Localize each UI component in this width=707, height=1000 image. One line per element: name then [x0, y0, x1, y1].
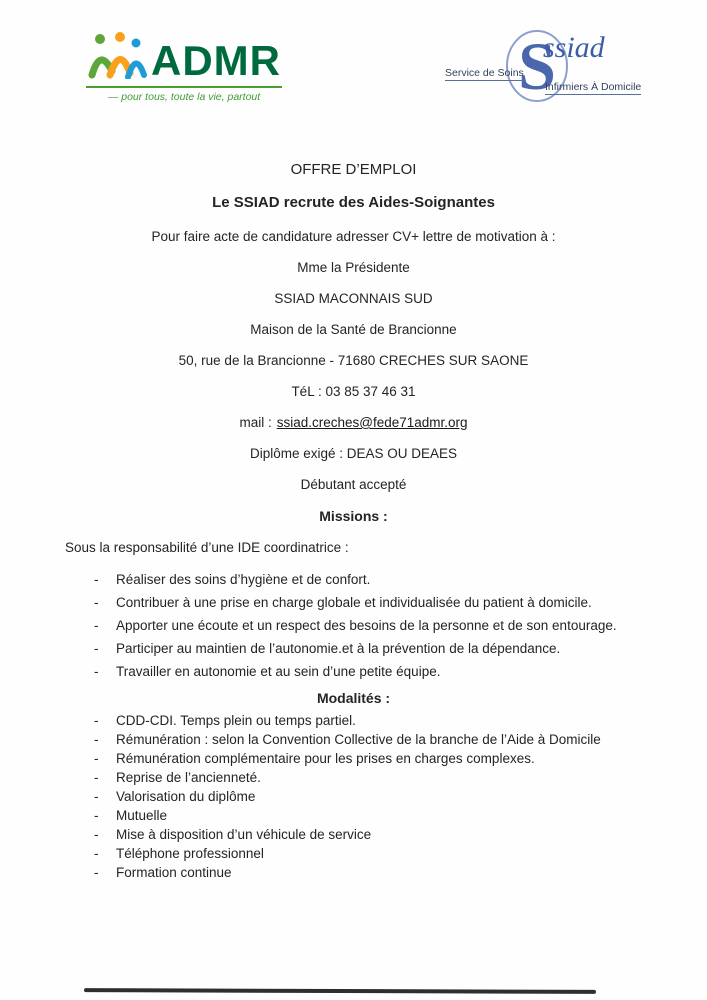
mission-item: - Réaliser des soins d’hygiène et de confort.	[92, 568, 707, 591]
admr-people-icon	[86, 31, 148, 79]
admr-logo-text: ADMR	[151, 37, 281, 85]
logo-header	[0, 25, 707, 125]
document-title: OFFRE D’EMPLOI	[290, 161, 417, 178]
contact-line: TéL : 03 85 37 46 31	[291, 384, 416, 399]
missions-list	[92, 568, 707, 683]
modalite-item: - Reprise de l’ancienneté.	[92, 768, 707, 787]
modalites-heading: Modalités :	[316, 690, 391, 706]
application-instruction: Pour faire acte de candidature adresser CV+ lettre de motivation à :	[151, 229, 556, 244]
modalite-item: - Mise à disposition d’un véhicule de service	[92, 825, 707, 844]
mission-item: - Contribuer à une prise en charge globale et individualisée du patient à domicile.	[92, 591, 707, 614]
mission-item: - Apporter une écoute et un respect des besoins de la personne et de son entourage.	[92, 614, 707, 637]
mission-item: - Participer au maintien de l’autonomie.et à la prévention de la dépendance.	[92, 637, 707, 660]
contact-line: Mme la Présidente	[297, 260, 410, 275]
mail-line	[0, 416, 707, 430]
contact-line: SSIAD MACONNAIS SUD	[274, 291, 433, 306]
diploma-line: Diplôme exigé : DEAS OU DEAES	[249, 446, 458, 461]
admr-underline-rule	[86, 86, 282, 88]
modalite-item: - Téléphone professionnel	[92, 844, 707, 863]
email-link[interactable]: ssiad.creches@fede71admr.org	[276, 415, 468, 430]
scan-artifact-line	[84, 988, 596, 994]
debutant-line: Débutant accepté	[300, 477, 407, 492]
mission-item: - Travailler en autonomie et au sein d’une petite équipe.	[92, 660, 707, 683]
missions-heading: Missions :	[319, 508, 388, 524]
ssiad-infirmiers-text: Infirmiers À Domicile	[545, 81, 642, 93]
mail-label: mail :	[239, 415, 272, 430]
modalite-item: - Formation continue	[92, 863, 707, 882]
contact-block	[0, 261, 707, 399]
ssiad-logo	[445, 25, 655, 120]
document-subtitle: Le SSIAD recrute des Aides-Soignantes	[212, 194, 495, 211]
admr-logo	[86, 31, 282, 103]
missions-intro: Sous la responsabilité d’une IDE coordinatrice :	[65, 539, 349, 555]
modalite-item: - Rémunération : selon la Convention Collective de la branche de l’Aide à Domicile	[92, 730, 707, 749]
modalites-list	[92, 711, 707, 882]
contact-line: 50, rue de la Brancionne - 71680 CRECHES SUR SAONE	[178, 353, 529, 368]
admr-logo-row	[86, 31, 282, 85]
ssiad-s-letter: S	[518, 28, 556, 104]
ssiad-service-text: Service de Soins	[445, 67, 524, 79]
modalite-item: - Rémunération complémentaire pour les prises en charges complexes.	[92, 749, 707, 768]
modalite-item: - Valorisation du diplôme	[92, 787, 707, 806]
contact-line: Maison de la Santé de Brancionne	[250, 322, 457, 337]
document-content	[0, 162, 707, 882]
modalite-item: - CDD-CDI. Temps plein ou temps partiel.	[92, 711, 707, 730]
ssiad-logo-text: ssiad	[543, 31, 605, 64]
admr-tagline: — pour tous, toute la vie, partout	[86, 91, 282, 103]
modalite-item: - Mutuelle	[92, 806, 707, 825]
